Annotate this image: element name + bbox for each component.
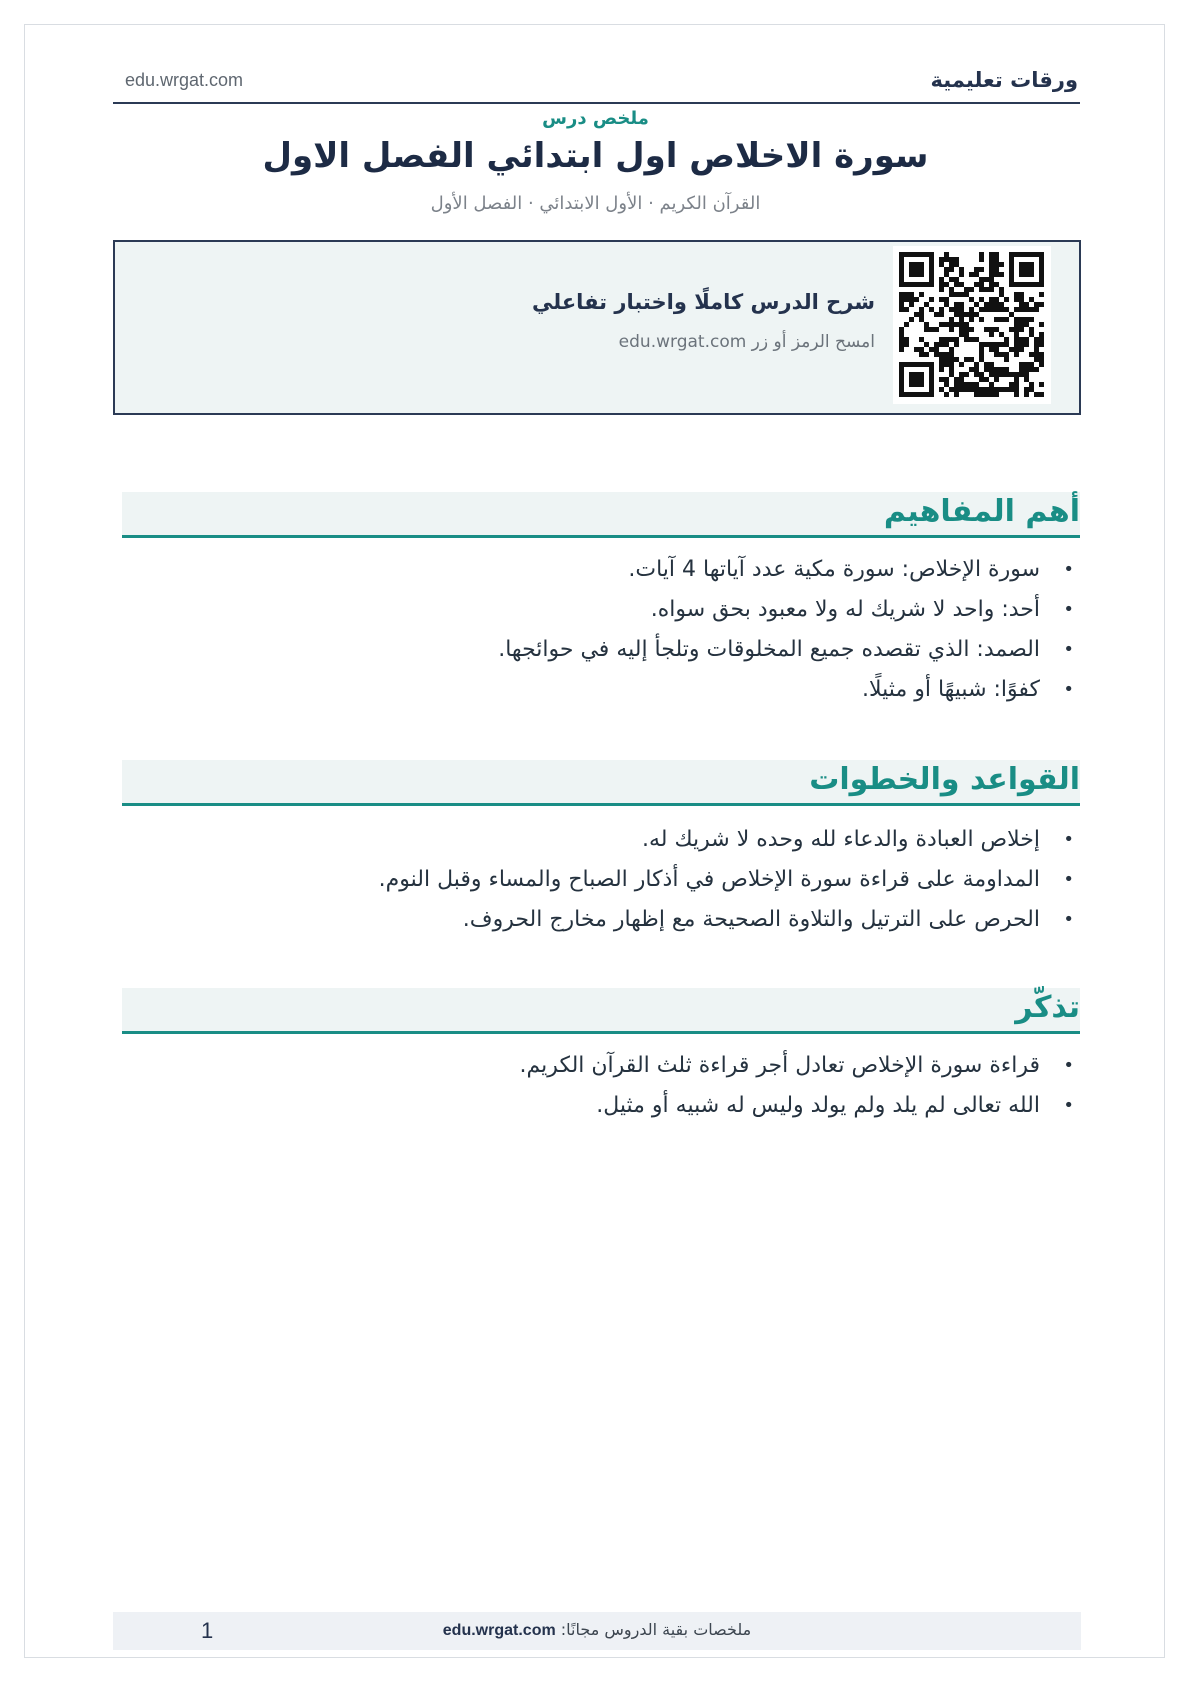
page-number: 1 xyxy=(201,1618,214,1643)
list-item: • المداومة على قراءة سورة الإخلاص في أذكار الصباح والمساء وقبل النوم. xyxy=(122,860,1080,900)
section-title: تذكّر xyxy=(1015,990,1080,1025)
page-subtitle: القرآن الكريم · الأول الابتدائي · الفصل الأول xyxy=(430,193,761,214)
footer-label: ملخصات بقية الدروس مجانًا: xyxy=(560,1620,752,1639)
section-header-rules xyxy=(122,760,1080,806)
section-header-concepts xyxy=(122,492,1080,538)
remember-list xyxy=(122,1046,1080,1126)
site-url[interactable]: edu.wrgat.com xyxy=(125,70,244,90)
list-item: • كفوًا: شبيهًا أو مثيلًا. xyxy=(122,670,1080,710)
page-header xyxy=(113,64,1080,104)
rules-list xyxy=(122,820,1080,940)
list-item: • الحرص على الترتيل والتلاوة الصحيحة مع إظهار مخارج الحروف. xyxy=(122,900,1080,940)
qr-heading: شرح الدرس كاملًا واختبار تفاعلي xyxy=(532,290,875,314)
footer-text xyxy=(113,1620,1081,1640)
list-item: • سورة الإخلاص: سورة مكية عدد آياتها 4 آيات. xyxy=(122,550,1080,590)
concepts-list xyxy=(122,550,1080,710)
page-footer xyxy=(113,1612,1081,1650)
list-item: • قراءة سورة الإخلاص تعادل أجر قراءة ثلث القرآن الكريم. xyxy=(122,1046,1080,1086)
qr-code-icon xyxy=(893,246,1051,404)
list-item: • إخلاص العبادة والدعاء لله وحده لا شريك له. xyxy=(122,820,1080,860)
brand-name: ورقات تعليمية xyxy=(930,68,1078,92)
list-item: • الله تعالى لم يلد ولم يولد وليس له شبيه أو مثيل. xyxy=(122,1086,1080,1126)
page-title: سورة الاخلاص اول ابتدائي الفصل الاول xyxy=(262,136,929,176)
qr-panel xyxy=(113,240,1081,415)
list-item: • الصمد: الذي تقصده جميع المخلوقات وتلجأ إليه في حوائجها. xyxy=(122,630,1080,670)
qr-code[interactable] xyxy=(893,246,1051,404)
footer-url[interactable]: edu.wrgat.com xyxy=(442,1622,556,1639)
qr-subtext: امسح الرمز أو زر edu.wrgat.com xyxy=(618,332,875,352)
lesson-kicker: ملخص درس xyxy=(542,108,649,129)
list-item: • أحد: واحد لا شريك له ولا معبود بحق سواه. xyxy=(122,590,1080,630)
section-title: القواعد والخطوات xyxy=(809,762,1080,797)
section-title: أهم المفاهيم xyxy=(883,494,1080,529)
section-header-remember xyxy=(122,988,1080,1034)
